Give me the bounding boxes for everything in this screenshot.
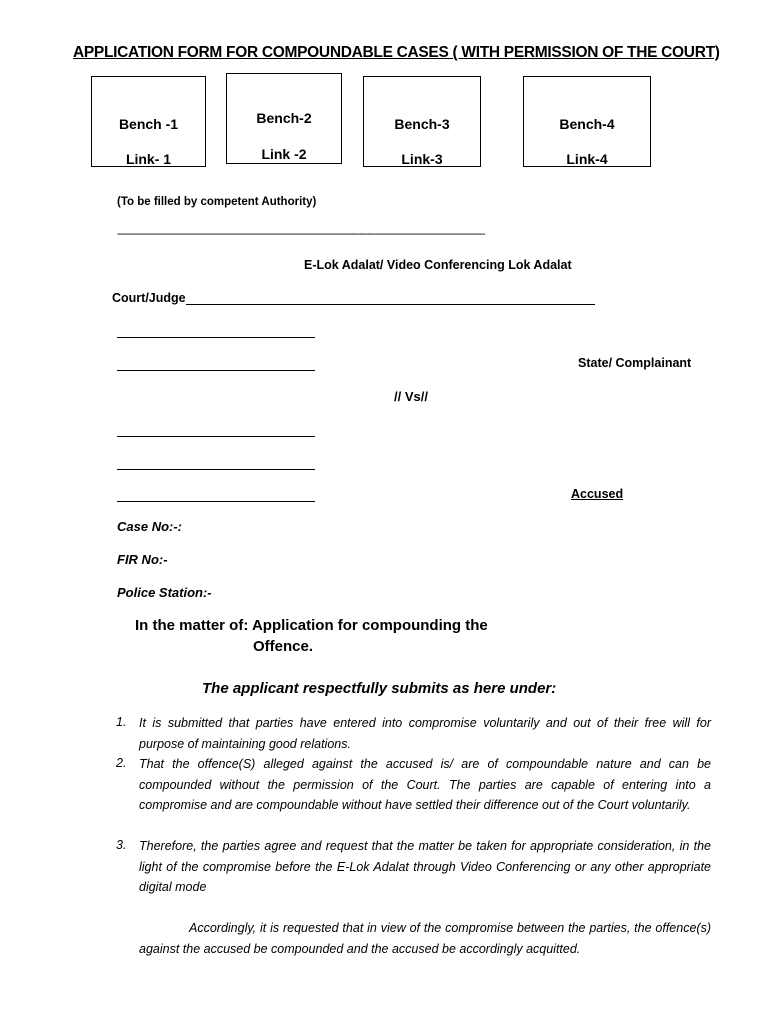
bench-label: Bench-2 bbox=[256, 110, 312, 126]
link-label: Link- 1 bbox=[125, 151, 172, 167]
bench-label: Bench -1 bbox=[118, 116, 179, 132]
matter-line-2: Offence. bbox=[253, 638, 314, 655]
point-text-2: That the offence(S) alleged against the accused is/ are of compoundable nature and can be compounded without the permission of the Court. The parties are capable of entering into a compromise and are compoundable without have settled their difference out of the Court voluntarily. bbox=[139, 757, 711, 813]
point-number-3: 3. bbox=[116, 838, 127, 852]
bench-box-1 bbox=[91, 76, 206, 167]
adalat-heading: E-Lok Adalat/ Video Conferencing Lok Adalat bbox=[304, 258, 572, 272]
bench-box-2 bbox=[226, 73, 342, 164]
point-number-1: 1. bbox=[116, 715, 127, 729]
point-text-3: Therefore, the parties agree and request that the matter be taken for appropriate consideration, in the light of the compromise before the E-Lok Adalat through Video Conferencing or any other appropriate digital mode bbox=[139, 839, 711, 895]
vs-label: // Vs// bbox=[394, 389, 428, 404]
court-judge-field[interactable] bbox=[186, 304, 595, 305]
separator-line: ------------------------------------------------------------------------------------------------------------------------------------------ bbox=[117, 228, 485, 240]
point-text-1: It is submitted that parties have entered into compromise voluntarily and out of their free will for purpose of maintaining good relations. bbox=[139, 716, 711, 751]
point-number-2: 2. bbox=[116, 756, 127, 770]
accused-label: Accused bbox=[571, 487, 624, 501]
accused-address-field[interactable] bbox=[117, 469, 315, 470]
case-no-label: Case No:-: bbox=[117, 519, 183, 534]
complainant-name-field[interactable] bbox=[117, 337, 315, 338]
accused-extra-field[interactable] bbox=[117, 501, 315, 502]
authority-note: (To be filled by competent Authority) bbox=[117, 196, 317, 208]
form-title: APPLICATION FORM FOR COMPOUNDABLE CASES ( WITH PERMISSION OF THE COURT) bbox=[73, 44, 720, 61]
link-label: Link -2 bbox=[261, 146, 307, 162]
link-label: Link-3 bbox=[401, 151, 443, 167]
accused-name-field[interactable] bbox=[117, 436, 315, 437]
matter-line-1: In the matter of: Application for compounding the bbox=[135, 617, 488, 634]
closing-paragraph: Accordingly, it is requested that in view of the compromise between the parties, the offence(s) against the accused be compounded and the accused be accordingly acquitted. bbox=[139, 921, 711, 956]
state-complainant-label: State/ Complainant bbox=[578, 356, 692, 370]
fir-no-label: FIR No:- bbox=[117, 552, 168, 567]
police-station-label: Police Station:- bbox=[117, 585, 212, 600]
complainant-address-field[interactable] bbox=[117, 370, 315, 371]
bench-box-3 bbox=[363, 76, 481, 167]
bench-label: Bench-3 bbox=[394, 116, 450, 132]
court-judge-label: Court/Judge bbox=[112, 291, 186, 305]
submits-heading: The applicant respectfully submits as here under: bbox=[202, 680, 557, 697]
bench-label: Bench-4 bbox=[559, 116, 615, 132]
link-label: Link-4 bbox=[566, 151, 608, 167]
bench-box-4 bbox=[523, 76, 651, 167]
